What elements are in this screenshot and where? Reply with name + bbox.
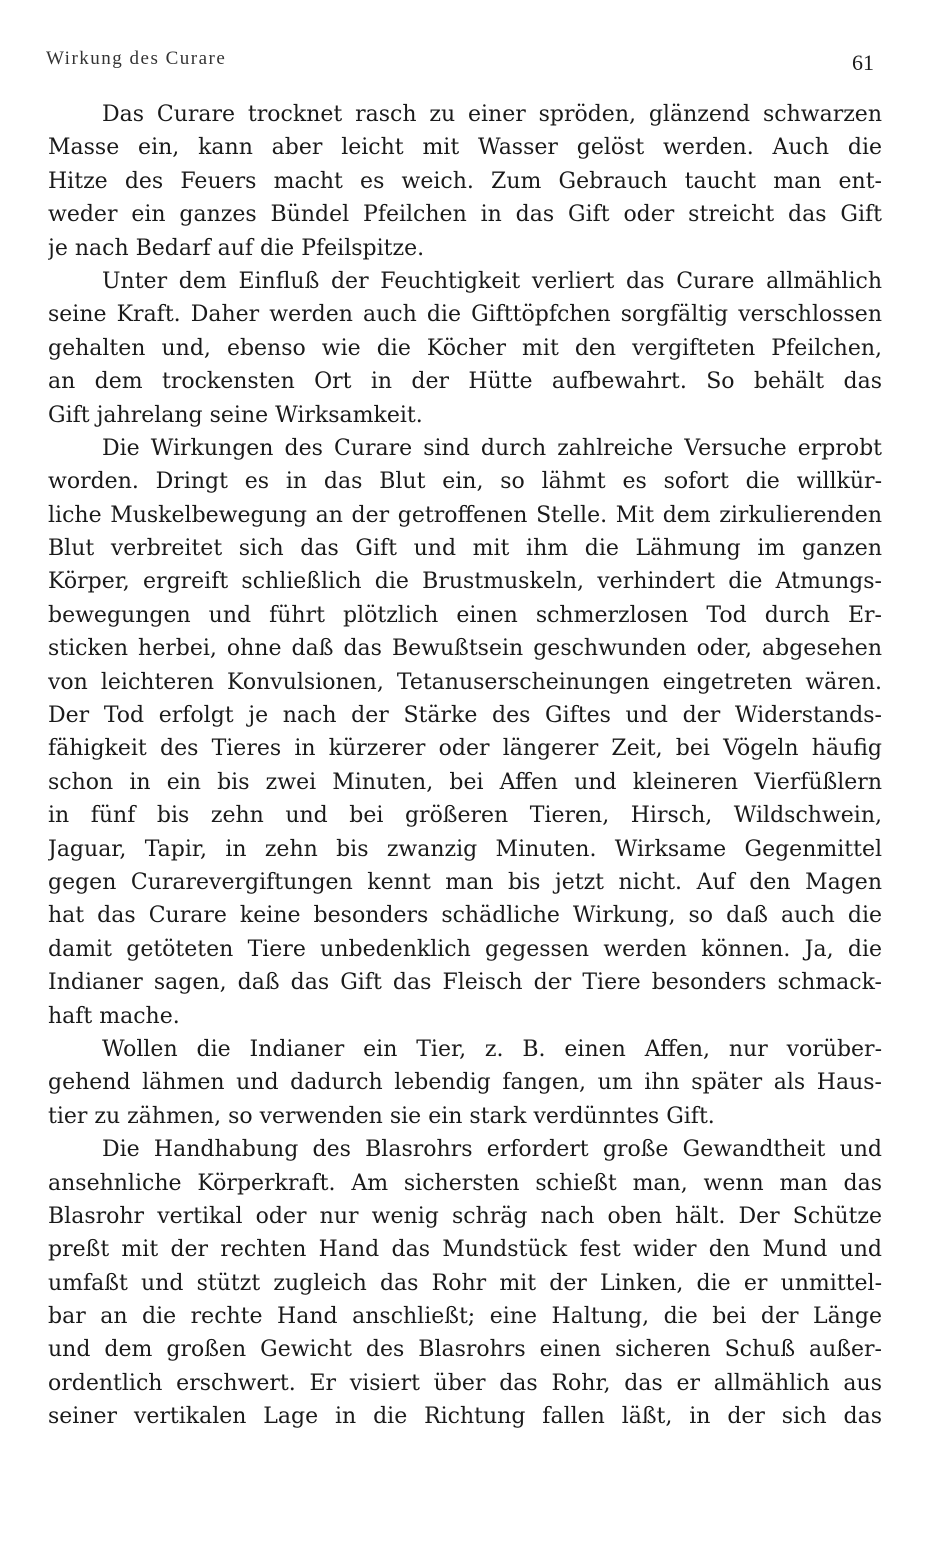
text-line: fähigkeit des Tieres in kürzerer oder längerer Zeit, bei Vögeln häufig	[48, 736, 882, 762]
text-line: Die Wirkungen des Curare sind durch zahlreiche Versuche erprobt	[102, 435, 882, 461]
text-line: gegen Curarevergiftungen kennt man bis jetzt nicht. Auf den Magen	[48, 869, 882, 895]
text-line: hat das Curare keine besonders schädliche Wirkung, so daß auch die	[48, 903, 882, 929]
text-line: worden. Dringt es in das Blut ein, so lähmt es sofort die willkür-	[48, 469, 882, 495]
text-line: Der Tod erfolgt je nach der Stärke des Giftes und der Widerstands-	[48, 703, 882, 729]
text-line: Indianer sagen, daß das Gift das Fleisch der Tiere besonders schmack-	[48, 970, 882, 996]
text-line: tier zu zähmen, so verwenden sie ein stark verdünntes Gift.	[48, 1103, 715, 1129]
text-line: bar an die rechte Hand anschließt; eine Haltung, die bei der Länge	[48, 1304, 882, 1330]
text-line: Blut verbreitet sich das Gift und mit ihm die Lähmung im ganzen	[48, 536, 882, 562]
text-line: an dem trockensten Ort in der Hütte aufbewahrt. So behält das	[48, 369, 882, 395]
text-line: von leichteren Konvulsionen, Tetanuserscheinungen eingetreten wären.	[48, 669, 882, 695]
running-head: Wirkung des Curare	[46, 48, 227, 69]
text-line: Hitze des Feuers macht es weich. Zum Gebrauch taucht man ent-	[48, 168, 882, 194]
text-line: umfaßt und stützt zugleich das Rohr mit der Linken, die er unmittel-	[48, 1270, 882, 1296]
text-line: haft mache.	[48, 1003, 180, 1029]
text-line: weder ein ganzes Bündel Pfeilchen in das Gift oder streicht das Gift	[48, 202, 882, 228]
text-line: gehalten und, ebenso wie die Köcher mit den vergifteten Pfeilchen,	[48, 335, 882, 361]
text-line: gehend lähmen und dadurch lebendig fangen, um ihn später als Haus-	[48, 1070, 882, 1096]
text-line: seine Kraft. Daher werden auch die Gifttöpfchen sorgfältig verschlossen	[48, 302, 882, 328]
text-line: Unter dem Einfluß der Feuchtigkeit verliert das Curare allmählich	[102, 268, 882, 294]
text-line: bewegungen und führt plötzlich einen schmerzlosen Tod durch Er-	[48, 602, 882, 628]
text-line: Körper, ergreift schließlich die Brustmuskeln, verhindert die Atmungs-	[48, 569, 882, 595]
page-number: 61	[852, 50, 874, 75]
text-line: seiner vertikalen Lage in die Richtung fallen läßt, in der sich das	[48, 1404, 882, 1430]
text-line: je nach Bedarf auf die Pfeilspitze.	[48, 235, 425, 261]
text-line: Das Curare trocknet rasch zu einer spröden, glänzend schwarzen	[102, 102, 882, 127]
text-line: ordentlich erschwert. Er visiert über das Rohr, das er allmählich aus	[48, 1370, 882, 1396]
text-line: ansehnliche Körperkraft. Am sichersten schießt man, wenn man das	[48, 1170, 882, 1196]
text-line: preßt mit der rechten Hand das Mundstück fest wider den Mund und	[48, 1237, 882, 1263]
text-line: Die Handhabung des Blasrohrs erfordert große Gewandtheit und	[102, 1137, 882, 1163]
text-line: Blasrohr vertikal oder nur wenig schräg nach oben hält. Der Schütze	[48, 1203, 882, 1229]
text-line: in fünf bis zehn und bei größeren Tieren, Hirsch, Wildschwein,	[48, 803, 882, 829]
text-line: Masse ein, kann aber leicht mit Wasser gelöst werden. Auch die	[48, 135, 882, 161]
text-line: und dem großen Gewicht des Blasrohrs einen sicheren Schuß außer-	[48, 1337, 882, 1363]
text-line: damit getöteten Tiere unbedenklich gegessen werden können. Ja, die	[48, 936, 882, 962]
page-header	[46, 46, 880, 80]
text-line: Wollen die Indianer ein Tier, z. B. einen Affen, nur vorüber-	[102, 1036, 882, 1062]
text-line: schon in ein bis zwei Minuten, bei Affen und kleineren Vierfüßlern	[48, 769, 882, 795]
text-line: Gift jahrelang seine Wirksamkeit.	[48, 402, 423, 428]
body-text	[48, 98, 882, 1434]
text-line: sticken herbei, ohne daß das Bewußtsein geschwunden oder, abgesehen	[48, 636, 882, 662]
text-line: liche Muskelbewegung an der getroffenen Stelle. Mit dem zirkulierenden	[48, 502, 882, 528]
text-line: Jaguar, Tapir, in zehn bis zwanzig Minuten. Wirksame Gegenmittel	[48, 836, 882, 862]
